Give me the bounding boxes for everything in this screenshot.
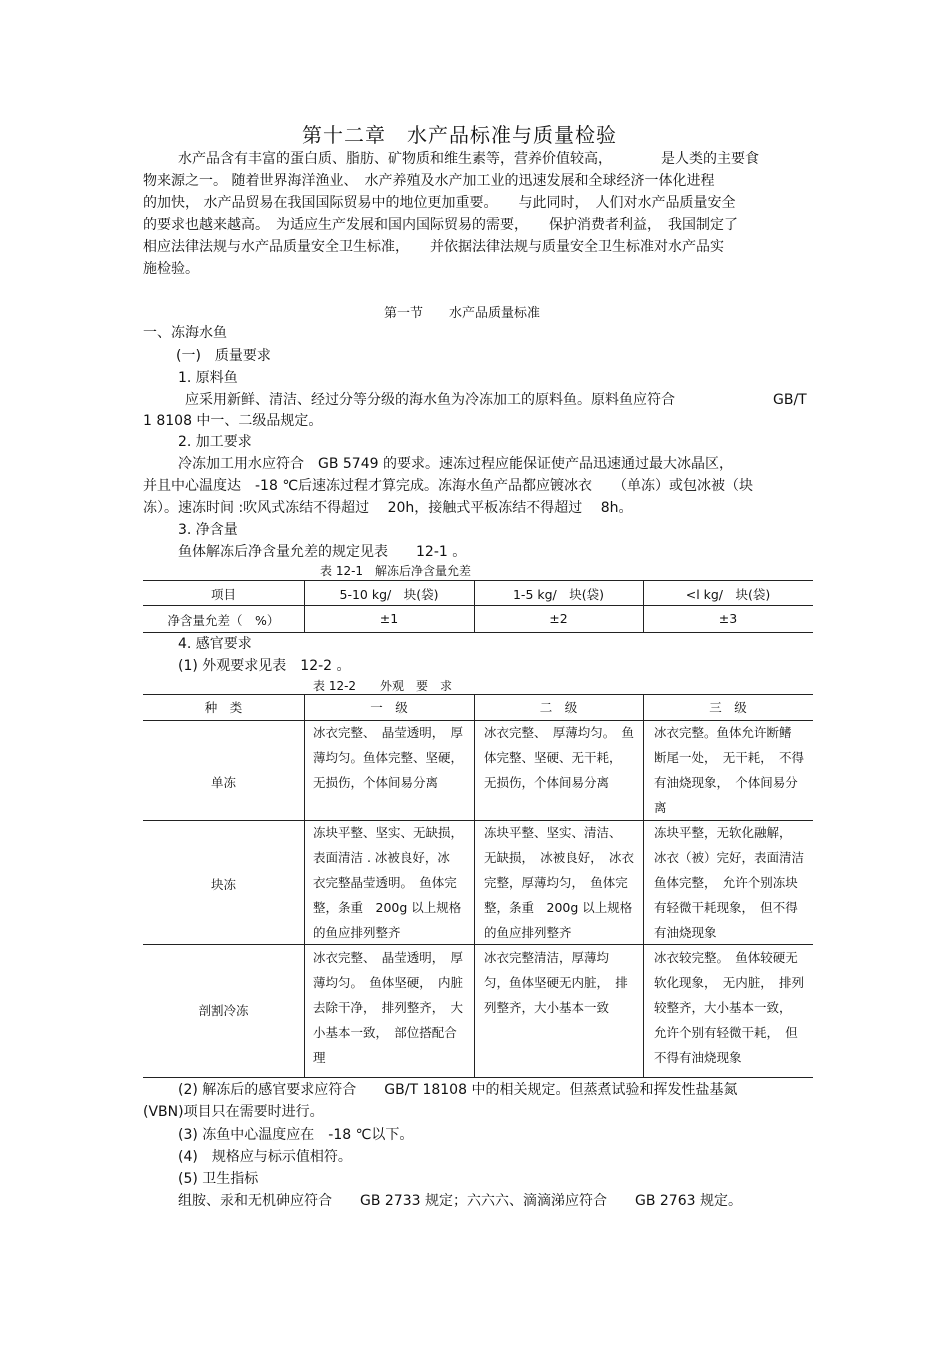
table2-cell: 冰衣完整、 厚薄均匀。 鱼 体完整、坚硬、无干耗， 无损伤，个体间易分离 bbox=[484, 725, 635, 790]
table2-cell: 冻块平整、坚实、无缺损， 表面清洁 . 冰被良好，冰 衣完整晶莹透明。 鱼体完 整，条重 200g 以上规格 的鱼应排列整齐 bbox=[313, 825, 464, 940]
table2-cell: 冰衣完整、 晶莹透明， 厚 薄均匀。鱼体完整、坚硬， 无损伤，个体间易分离 bbox=[313, 725, 464, 790]
intro-line-3: 的加快， 水产品贸易在我国国际贸易中的地位更加重要。 与此同时， 人们对水产品质量安全 bbox=[143, 195, 736, 211]
raw-fish-text-2: 1 8108 中一、二级品规定。 bbox=[143, 413, 323, 429]
heading-raw-fish: 1. 原料鱼 bbox=[178, 370, 238, 386]
heading-net-content: 3. 净含量 bbox=[178, 522, 238, 538]
table2-cell: 冻块平整、坚实、清洁、 无缺损， 冰被良好， 冰衣 完整，厚薄均匀， 鱼体完 整，条重 200g 以上规格 的鱼应排列整齐 bbox=[484, 825, 635, 940]
table2-cell: 冻块平整，无软化融解， 冰衣（被）完好，表面清洁 鱼体完整， 允许个别冻块 有轻微干耗现象， 但不得 有油烧现象 bbox=[654, 825, 805, 940]
raw-fish-text-1: 应采用新鲜、清洁、经过分等分级的海水鱼为冷冻加工的原料鱼。原料鱼应符合 bbox=[185, 392, 675, 408]
table2-header-grade-3: 三 级 bbox=[709, 700, 747, 715]
intro-line-4: 的要求也越来越高。 为适应生产发展和国内国际贸易的需要， 保护消费者利益， 我国制定了 bbox=[143, 217, 738, 233]
table2-row-label: 剖割冷冻 bbox=[198, 1003, 249, 1018]
specification-text: (4) 规格应与标示值相符。 bbox=[178, 1149, 352, 1165]
intro-line-5: 相应法律法规与水产品质量安全卫生标准， 并依据法律法规与质量安全卫生标准对水产品实 bbox=[143, 239, 724, 255]
table2-cell: 冰衣完整清洁，厚薄均 匀，鱼体坚硬无内脏， 排 列整齐，大小基本一致 bbox=[484, 950, 628, 1015]
table1-header-1-5kg: 1-5 kg/ 块(袋) bbox=[512, 587, 605, 602]
table2-header-grade-2: 二 级 bbox=[539, 700, 578, 715]
section-title: 第一节 水产品质量标准 bbox=[384, 306, 541, 321]
heading-processing: 2. 加工要求 bbox=[178, 434, 252, 450]
table1-value-1-5kg: ±2 bbox=[549, 611, 568, 626]
table1-header-item: 项目 bbox=[210, 587, 236, 602]
table1-header-5-10kg: 5-10 kg/ 块(袋) bbox=[339, 587, 439, 602]
heading-sensory: 4. 感官要求 bbox=[178, 636, 252, 652]
table2-header-grade-1: 一 级 bbox=[370, 700, 408, 715]
intro-line-2: 物来源之一。 随着世界海洋渔业、 水产养殖及水产加工业的迅速发展和全球经济一体化进程 bbox=[143, 173, 715, 189]
heading-quality-requirements: (一) 质量要求 bbox=[176, 348, 271, 364]
table2-cell: 冰衣完整、 晶莹透明， 厚 薄均匀。 鱼体坚硬， 内脏 去除干净， 排列整齐， 大 小基本一致， 部位搭配合 理 bbox=[313, 950, 464, 1065]
processing-text-1: 冷冻加工用水应符合 GB 5749 的要求。速冻过程应能保证使产品迅速通过最大冰晶区， bbox=[178, 456, 733, 472]
table2-cell: 冰衣完整。鱼体允许断鳍 断尾一处， 无干耗， 不得 有油烧现象， 个体间易分 离 bbox=[654, 725, 805, 815]
processing-text-2: 并且中心温度达 -18 ℃后速冻过程才算完成。冻海水鱼产品都应镀冰衣 （单冻）或包冰被（块 bbox=[143, 478, 754, 494]
table2-header-type: 种 类 bbox=[204, 700, 243, 715]
processing-text-3: 冻）。速冻时间 :吹风式冻结不得超过 20h，接触式平板冻结不得超过 8h。 bbox=[143, 500, 633, 516]
core-temperature-text: (3) 冻鱼中心温度应在 -18 ℃以下。 bbox=[178, 1127, 414, 1143]
sensory-appearance-text: (1) 外观要求见表 12-2 。 bbox=[178, 658, 351, 674]
intro-line-6: 施检验。 bbox=[143, 261, 199, 277]
thawed-sensory-text-1: (2) 解冻后的感官要求应符合 GB/T 18108 中的相关规定。但蒸煮试验和挥发性盐基氮 bbox=[178, 1082, 738, 1098]
hygiene-text: 组胺、汞和无机砷应符合 GB 2733 规定；六六六、滴滴涕应符合 GB 2763 规定。 bbox=[178, 1193, 742, 1209]
table2-caption: 表 12-2 外观 要 求 bbox=[313, 679, 453, 693]
table2-row-label: 块冻 bbox=[210, 877, 236, 892]
table1-header-under-1kg: <l kg/ 块(袋) bbox=[685, 587, 771, 602]
heading-hygiene: (5) 卫生指标 bbox=[178, 1171, 259, 1187]
table1-row-label: 净含量允差（ %） bbox=[167, 613, 280, 628]
net-content-text: 鱼体解冻后净含量允差的规定见表 12-1 。 bbox=[178, 544, 467, 560]
table1-caption: 表 12-1 解冻后净含量允差 bbox=[320, 564, 472, 578]
table1-value-5-10kg: ±1 bbox=[379, 611, 399, 626]
table2-row-label: 单冻 bbox=[210, 775, 236, 790]
thawed-sensory-text-2: (VBN)项目只在需要时进行。 bbox=[143, 1104, 324, 1120]
page-title: 第十二章 水产品标准与质量检验 bbox=[302, 123, 617, 147]
heading-frozen-fish: 一、冻海水鱼 bbox=[143, 325, 227, 341]
intro-line-1: 水产品含有丰富的蛋白质、脂肪、矿物质和维生素等，营养价值较高， 是人类的主要食 bbox=[178, 151, 759, 167]
table2-cell: 冰衣较完整。 鱼体较硬无 软化现象， 无内脏， 排列 较整齐，大小基本一致， 允许个别有轻微干耗， 但 不得有油烧现象 bbox=[654, 950, 805, 1065]
table1-value-under-1kg: ±3 bbox=[718, 611, 738, 626]
raw-fish-gb-ref: GB/T bbox=[773, 392, 807, 408]
